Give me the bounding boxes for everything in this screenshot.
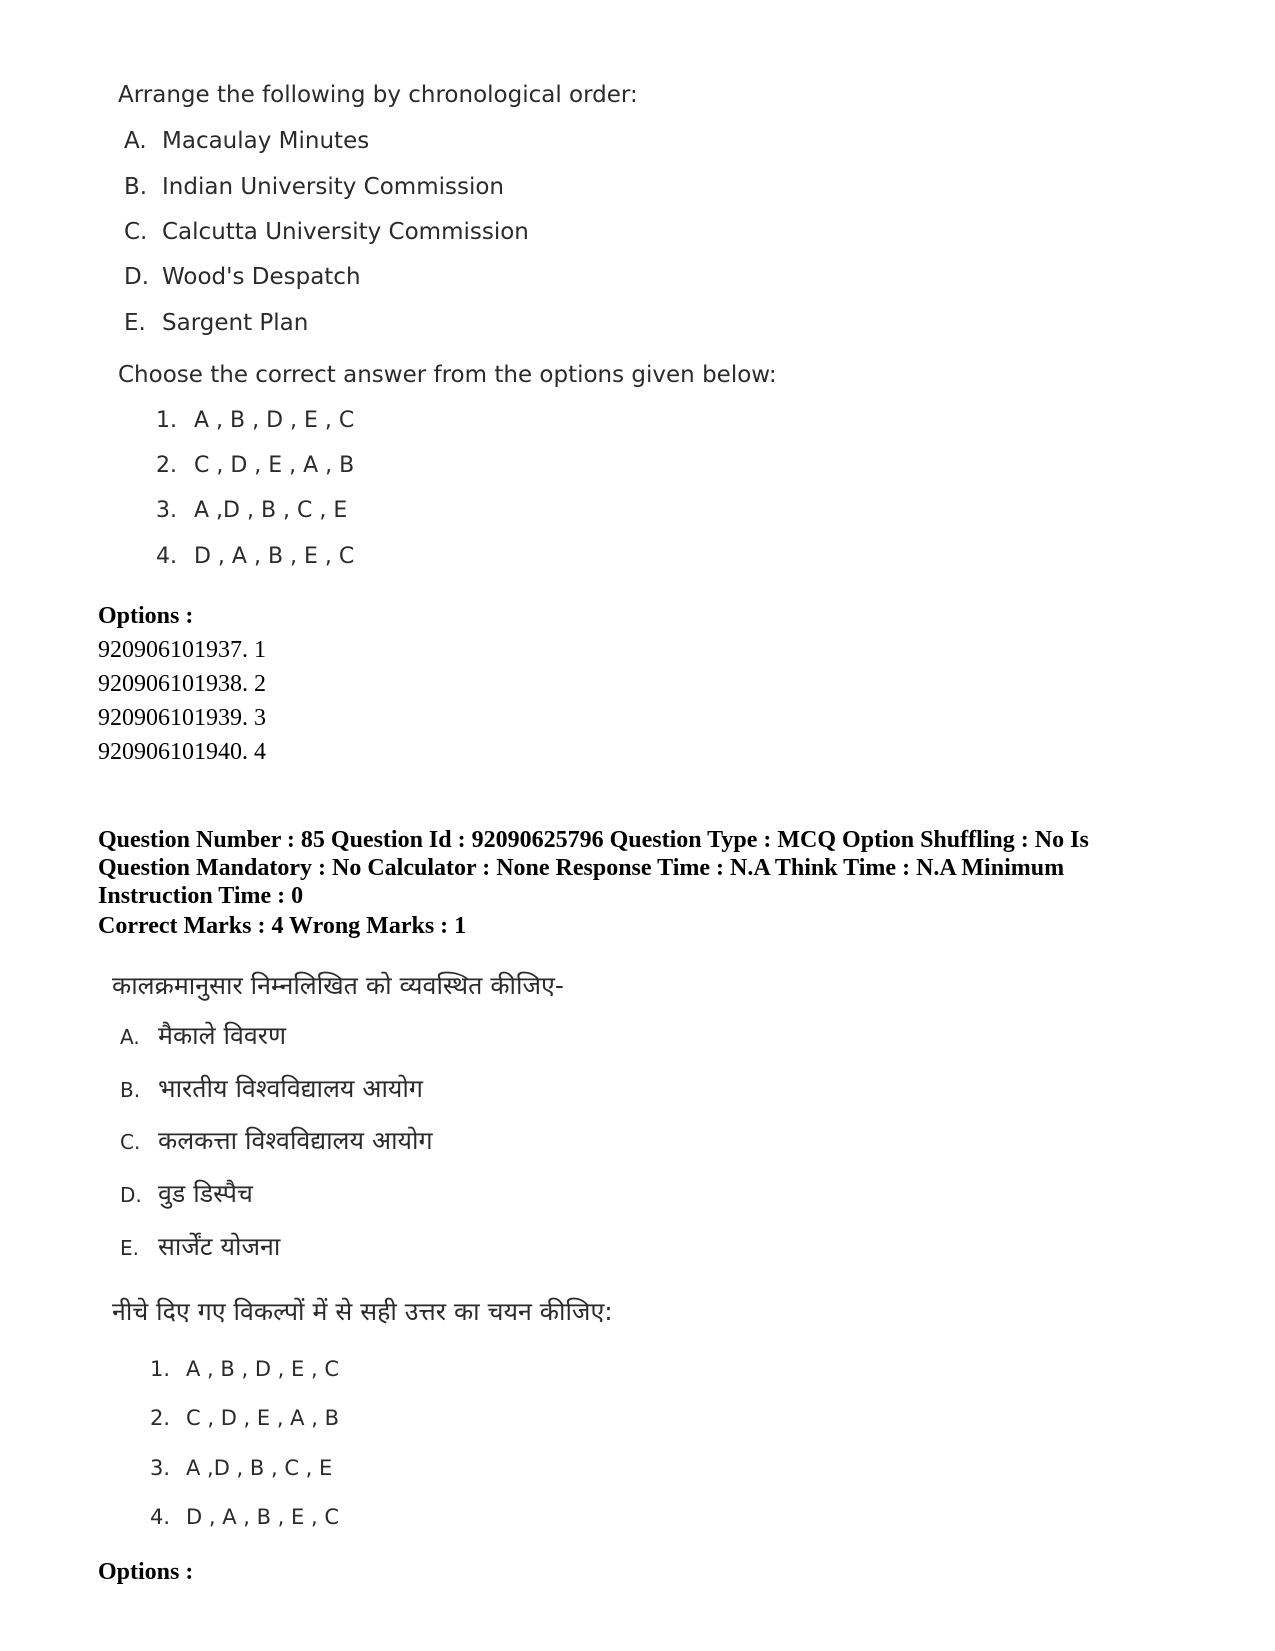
q85-options-heading: Options : bbox=[98, 1559, 194, 1585]
item-label: B. bbox=[120, 1078, 141, 1102]
answer-label: 1. bbox=[156, 408, 177, 433]
q85-answer-1 bbox=[150, 1357, 339, 1381]
q84-answer-4 bbox=[156, 544, 354, 569]
q84-option-1: 920906101937. 1 bbox=[98, 637, 266, 663]
answer-label: 2. bbox=[156, 453, 177, 478]
item-text: भारतीय विश्वविद्यालय आयोग bbox=[158, 1074, 423, 1103]
item-text: Macaulay Minutes bbox=[162, 128, 370, 154]
item-label: B. bbox=[124, 174, 148, 200]
q85-item-e bbox=[120, 1229, 280, 1263]
answer-label: 2. bbox=[150, 1406, 171, 1430]
answer-text: A ,D , B , C , E bbox=[186, 1456, 333, 1480]
q84-item-c bbox=[124, 219, 529, 245]
q85-item-a bbox=[120, 1018, 286, 1052]
item-label: A. bbox=[120, 1025, 140, 1049]
item-text: Sargent Plan bbox=[162, 310, 309, 336]
q85-choose-prompt: नीचे दिए गए विकल्पों में से सही उत्तर का चयन कीजिए: bbox=[112, 1297, 613, 1326]
item-label: C. bbox=[124, 219, 148, 245]
q84-option-4: 920906101940. 4 bbox=[98, 739, 266, 765]
q85-marks: Correct Marks : 4 Wrong Marks : 1 bbox=[98, 913, 467, 939]
q84-options-heading: Options : bbox=[98, 603, 194, 629]
answer-label: 3. bbox=[150, 1456, 171, 1480]
answer-label: 4. bbox=[156, 544, 177, 569]
q84-item-d bbox=[124, 264, 361, 290]
q84-choose-prompt: Choose the correct answer from the options given below: bbox=[118, 362, 777, 388]
answer-label: 4. bbox=[150, 1505, 171, 1529]
item-text: सार्जेंट योजना bbox=[158, 1232, 281, 1261]
q85-item-c bbox=[120, 1123, 433, 1157]
q85-answer-2 bbox=[150, 1406, 339, 1430]
q85-item-b bbox=[120, 1071, 423, 1105]
item-label: C. bbox=[120, 1130, 141, 1154]
q85-meta: Question Number : 85 Question Id : 92090625796 Question Type : MCQ Option Shuffling : No Is Question Mandatory : No Calculator : None Response Time : N.A Think Time : N.A Minimum Instruction Time : 0 bbox=[98, 827, 1089, 909]
item-label: D. bbox=[124, 264, 150, 290]
q84-item-b bbox=[124, 174, 504, 200]
answer-label: 3. bbox=[156, 498, 177, 523]
item-text: मैकाले विवरण bbox=[158, 1021, 287, 1050]
q85-stem: कालक्रमानुसार निम्नलिखित को व्यवस्थित कीजिए- bbox=[112, 971, 564, 1000]
q85-item-d bbox=[120, 1176, 253, 1210]
q84-item-a bbox=[124, 128, 369, 154]
item-label: E. bbox=[120, 1236, 139, 1260]
q84-option-3: 920906101939. 3 bbox=[98, 705, 266, 731]
answer-text: C , D , E , A , B bbox=[186, 1406, 339, 1430]
answer-label: 1. bbox=[150, 1357, 171, 1381]
item-text: कलकत्ता विश्वविद्यालय आयोग bbox=[158, 1126, 433, 1155]
q84-option-2: 920906101938. 2 bbox=[98, 671, 266, 697]
q85-answer-3 bbox=[150, 1456, 332, 1480]
answer-text: A ,D , B , C , E bbox=[194, 498, 348, 523]
q84-stem: Arrange the following by chronological order: bbox=[118, 82, 638, 108]
item-text: वुड डिस्पैच bbox=[158, 1179, 253, 1208]
answer-text: D , A , B , E , C bbox=[186, 1505, 339, 1529]
item-text: Wood's Despatch bbox=[162, 264, 361, 290]
item-label: D. bbox=[120, 1183, 142, 1207]
q84-answer-2 bbox=[156, 453, 354, 478]
q84-answer-3 bbox=[156, 498, 347, 523]
answer-text: C , D , E , A , B bbox=[194, 453, 355, 478]
item-label: E. bbox=[124, 310, 146, 336]
answer-text: D , A , B , E , C bbox=[194, 544, 355, 569]
q84-answer-1 bbox=[156, 408, 354, 433]
answer-text: A , B , D , E , C bbox=[186, 1357, 339, 1381]
item-text: Indian University Commission bbox=[162, 174, 505, 200]
q84-item-e bbox=[124, 310, 308, 336]
answer-text: A , B , D , E , C bbox=[194, 408, 355, 433]
item-text: Calcutta University Commission bbox=[162, 219, 529, 245]
item-label: A. bbox=[124, 128, 147, 154]
q85-answer-4 bbox=[150, 1505, 339, 1529]
